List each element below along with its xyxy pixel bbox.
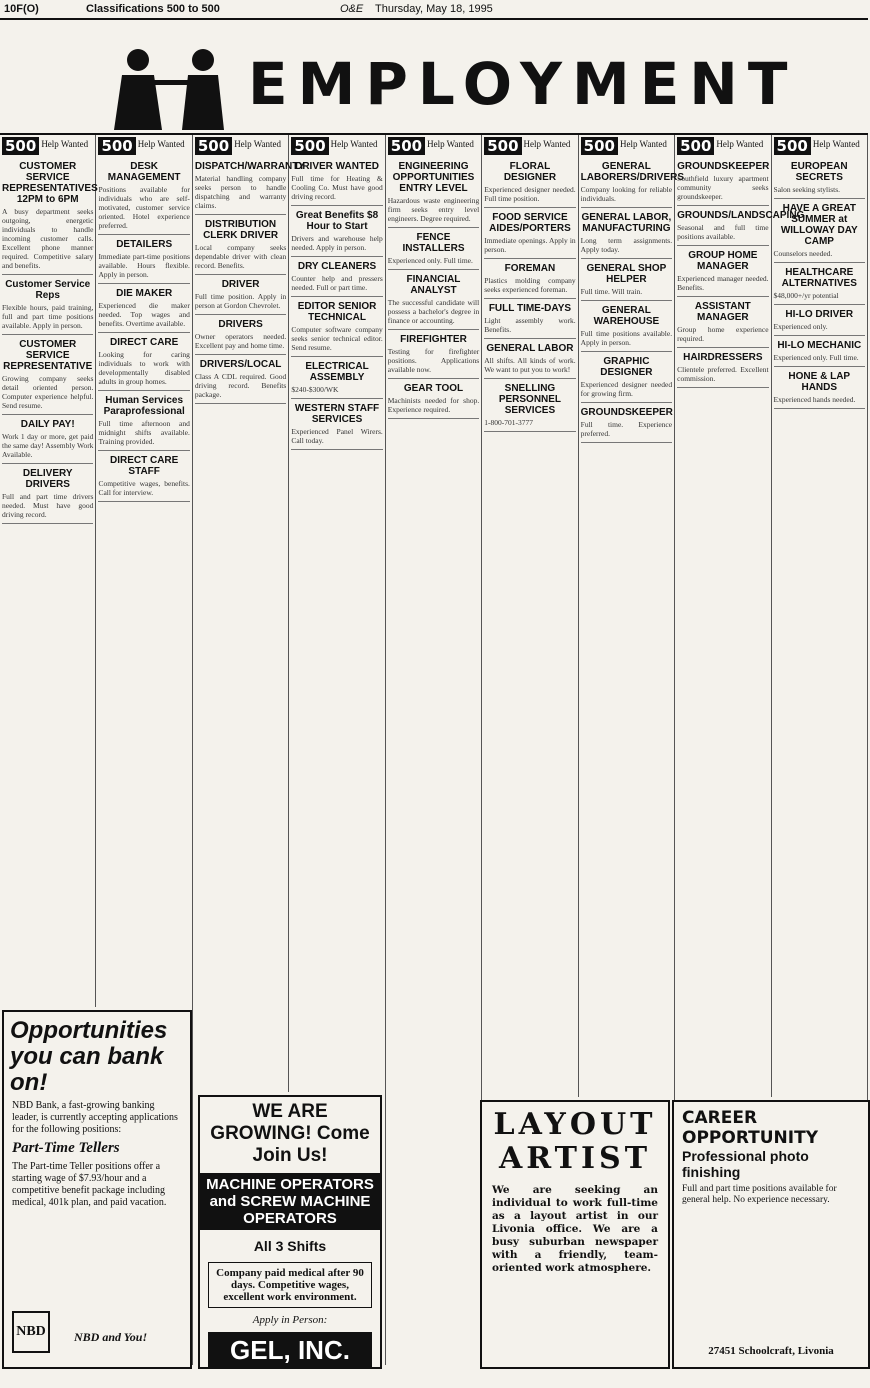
ad-title: GEAR TOOL: [403, 383, 464, 394]
ad-text: A busy department seeks outgoing, energetic individuals to handle incoming customer calls. Excellent phone manner required. Competitive salary and benefits.: [2, 207, 94, 270]
ad-text: Full time positions available. Apply in person.: [580, 329, 673, 347]
ad-title: HONE & LAP HANDS: [788, 371, 851, 393]
layout-title: LAYOUT ARTIST: [493, 1107, 657, 1176]
ad-text: Experienced hands needed.: [773, 395, 856, 404]
career-subtitle: Professional photo finishing: [682, 1148, 809, 1180]
ad-text: Class A CDL required. Good driving record. Benefits package.: [194, 372, 287, 399]
ad-text: Experienced die maker needed. Top wages and benefits. Overtime available.: [98, 301, 190, 328]
ad-title: HAIRDRESSERS: [683, 352, 763, 363]
ad-text: Immediate openings. Apply in person.: [484, 236, 576, 254]
nbd-body: The Part-time Teller positions offer a starting wage of $7.93/hour and a competitive benefit package including medical, 401k plan, and paid vacation.: [12, 1161, 167, 1208]
ad-title: DRIVERS: [218, 319, 263, 330]
ad-title: GENERAL SHOP HELPER: [586, 263, 667, 285]
ad-text: $48,000+/yr potential: [773, 291, 839, 300]
column-heading: [98, 137, 184, 155]
ad-text: Machinists needed for shop. Experience required.: [387, 396, 480, 414]
ad-divider: [484, 298, 575, 299]
ad-text: Drivers and warehouse help needed. Apply in person.: [291, 234, 383, 252]
ad-text: 1-800-701-3777: [484, 418, 533, 427]
column-heading: [2, 137, 88, 155]
ad-text: Testing for firefighter positions. Applications available now.: [387, 347, 480, 374]
ad-text: Experienced manager needed. Benefits.: [677, 274, 769, 292]
classification-label: Help Wanted: [234, 139, 282, 149]
ad-title: DETAILERS: [116, 239, 173, 250]
nbd-bank-ad: [2, 1010, 192, 1369]
banner-title: EMPLOYMENT: [248, 50, 798, 118]
ad-divider: [774, 198, 865, 199]
ad-divider: [388, 269, 479, 270]
ad-divider: [484, 338, 575, 339]
ad-text: Computer software company seeks senior technical editor. Send resume.: [291, 325, 383, 352]
ad-text: Immediate part-time positions available. Hours flexible. Apply in person.: [98, 252, 190, 279]
classification-number: 500: [774, 137, 811, 155]
ad-text: Seasonal and full time positions available.: [677, 223, 769, 241]
ad-text: Owner operators needed. Excellent pay and home time.: [194, 332, 287, 350]
ad-title: Great Benefits $8 Hour to Start: [295, 210, 379, 232]
ad-title: GENERAL WAREHOUSE: [593, 305, 660, 327]
ad-title: FOOD SERVICE AIDES/PORTERS: [489, 212, 571, 234]
ad-text: Counter help and pressers needed. Full or part time.: [291, 274, 383, 292]
ad-title: GROUP HOME MANAGER: [688, 250, 758, 272]
ad-divider: [2, 463, 93, 464]
column-heading: [291, 137, 377, 155]
ad-divider: [98, 450, 189, 451]
ad-title: GENERAL LABORERS/DRIVERS: [580, 161, 685, 183]
ad-text: All shifts. All kinds of work. We want to put you to work!: [484, 356, 576, 374]
ad-title: FOREMAN: [504, 263, 556, 274]
ad-divider: [774, 335, 865, 336]
ad-divider: [774, 304, 865, 305]
ad-text: The successful candidate will possess a bachelor's degree in finance or accounting.: [387, 298, 480, 325]
column-6: [482, 135, 578, 1097]
ad-text: Long term assignments. Apply today.: [580, 236, 673, 254]
publication-name: O&E: [340, 3, 364, 15]
people-icon: [108, 40, 238, 135]
ad-divider: [484, 258, 575, 259]
career-title: CAREER OPPORTUNITY: [682, 1108, 819, 1148]
gel-shifts: All 3 Shifts: [253, 1238, 327, 1254]
ad-divider: [2, 523, 93, 524]
ad-divider: [2, 414, 93, 415]
nbd-logo-icon: NBD: [12, 1311, 50, 1353]
ad-title: DRIVER: [221, 279, 260, 290]
ad-title: EDITOR SENIOR TECHNICAL: [297, 301, 377, 323]
ad-text: Company looking for reliable individuals.: [580, 185, 673, 203]
ad-text: Experienced only.: [773, 322, 828, 331]
column-3: [193, 135, 306, 1092]
classification-label: Help Wanted: [716, 139, 764, 149]
ad-text: Hazardous waste engineering firm seeks entry level engineers. Degree required.: [387, 196, 480, 223]
ad-title: EUROPEAN SECRETS: [790, 161, 848, 183]
ad-divider: [581, 351, 672, 352]
column-ads: [194, 157, 306, 1092]
ad-title: GROUNDSKEEPER: [677, 161, 770, 172]
nbd-footer: NBD and You!: [74, 1330, 148, 1344]
column-heading: [677, 137, 763, 155]
ad-title: WESTERN STAFF SERVICES: [294, 403, 380, 425]
column-ads: [388, 157, 479, 1365]
ad-divider: [195, 403, 286, 404]
classification-label: Help Wanted: [41, 139, 89, 149]
classifications-label: Classifications 500 to 500: [86, 3, 220, 15]
ad-text: Full time afternoon and midnight shifts available. Training provided.: [98, 419, 190, 446]
ad-text: Counselors needed.: [773, 249, 833, 258]
classification-number: 500: [98, 137, 135, 155]
ad-text: Local company seeks dependable driver with clean record. Benefits.: [194, 243, 287, 270]
column-ads: [2, 157, 98, 1007]
ad-divider: [291, 296, 382, 297]
ad-title: CUSTOMER SERVICE REPRESENTATIVE: [3, 339, 93, 372]
classification-number: 500: [677, 137, 714, 155]
ad-divider: [195, 214, 286, 215]
classification-number: 500: [581, 137, 618, 155]
ad-divider: [195, 354, 286, 355]
column-heading: [195, 137, 281, 155]
ad-divider: [484, 207, 575, 208]
ad-divider: [195, 314, 286, 315]
ad-divider: [388, 227, 479, 228]
ad-title: FLORAL DESIGNER: [503, 161, 557, 183]
ad-title: GENERAL LABOR: [486, 343, 574, 354]
ad-text: Group home experience required.: [677, 325, 769, 343]
ad-title: HI-LO DRIVER: [785, 309, 854, 320]
career-body: Full and part time positions available for general help. No experience necessary.: [682, 1184, 837, 1205]
column-heading: [581, 137, 667, 155]
ad-divider: [774, 262, 865, 263]
ad-title: GRAPHIC DESIGNER: [600, 356, 653, 378]
ad-title: FIREFIGHTER: [400, 334, 467, 345]
ad-text: Experienced designer needed. Full time position.: [484, 185, 576, 203]
nbd-intro: NBD Bank, a fast-growing banking leader, is currently accepting applications for the following positions:: [12, 1100, 178, 1135]
ad-title: FENCE INSTALLERS: [402, 232, 465, 254]
ad-title: DRIVERS/LOCAL: [199, 359, 282, 370]
layout-artist-ad: [480, 1100, 670, 1369]
column-heading: [484, 137, 570, 155]
ad-title: ENGINEERING OPPORTUNITIES ENTRY LEVEL: [392, 161, 475, 194]
page-header: [0, 0, 868, 18]
ad-title: Human Services Paraprofessional: [103, 395, 185, 417]
ad-title: HAVE A GREAT SUMMER at WILLOWAY DAY CAMP: [780, 203, 858, 247]
gel-benefits: Company paid medical after 90 days. Competitive wages, excellent work environment.: [208, 1262, 372, 1308]
ad-divider: [98, 283, 189, 284]
ad-title: HI-LO MECHANIC: [777, 340, 862, 351]
ad-divider: [291, 205, 382, 206]
ad-title: HEALTHCARE ALTERNATIVES: [781, 267, 857, 289]
ad-text: Southfield luxury apartment community seeks groundskeeper.: [677, 174, 769, 201]
ad-divider: [98, 234, 189, 235]
ad-title: GROUNDSKEEPER: [580, 407, 673, 418]
ad-divider: [677, 387, 768, 388]
ad-title: DAILY PAY!: [20, 419, 75, 430]
header-rule: [0, 18, 868, 20]
ad-text: Clientele preferred. Excellent commission.: [677, 365, 769, 383]
ad-text: Experienced only. Full time.: [773, 353, 859, 362]
ad-text: Positions available for individuals who are self-motivated, customer service oriented. Hotel experience preferred.: [98, 185, 190, 230]
ad-title: DIRECT CARE STAFF: [109, 455, 179, 477]
ad-title: ELECTRICAL ASSEMBLY: [305, 361, 369, 383]
ad-title: DESK MANAGEMENT: [107, 161, 181, 183]
ad-divider: [98, 332, 189, 333]
ad-divider: [2, 274, 93, 275]
classification-number: 500: [388, 137, 425, 155]
gel-company: GEL, INC.: [208, 1332, 372, 1369]
ad-text: Full and part time drivers needed. Must have good driving record.: [2, 492, 94, 519]
ad-text: Salon seeking stylists.: [773, 185, 841, 194]
ad-divider: [581, 300, 672, 301]
column-heading: [388, 137, 474, 155]
gel-inc-ad: [198, 1095, 382, 1369]
ad-text: Competitive wages, benefits. Call for interview.: [98, 479, 190, 497]
ad-divider: [774, 366, 865, 367]
ad-text: Material handling company seeks person to handle dispatching and warranty claims.: [194, 174, 287, 210]
ad-title: DIE MAKER: [116, 288, 173, 299]
layout-body: We are seeking an individual to work full-time as a layout artist in our Livonia office. We are a busy suburban newspaper with a friendly, team-oriented work atmosphere.: [492, 1184, 658, 1274]
career-address: 27451 Schoolcraft, Livonia: [708, 1345, 834, 1357]
issue-date: Thursday, May 18, 1995: [375, 3, 493, 15]
ad-text: Experienced Panel Wirers. Call today.: [291, 427, 383, 445]
ad-title: GROUNDS/LANDSCAPING: [677, 210, 805, 221]
ad-text: Experienced designer needed for growing firm.: [580, 380, 673, 398]
ad-title: DIRECT CARE: [109, 337, 179, 348]
nbd-headline: Opportunities you can bank on!: [10, 1017, 168, 1096]
ad-divider: [581, 442, 672, 443]
classification-label: Help Wanted: [523, 139, 571, 149]
ad-divider: [98, 501, 189, 502]
ad-title: Customer Service Reps: [5, 279, 91, 301]
ad-text: Full time. Experience preferred.: [580, 420, 673, 438]
ad-divider: [98, 390, 189, 391]
ad-divider: [677, 296, 768, 297]
ad-text: Flexible hours, paid training, full and part time positions available. Apply in person.: [2, 303, 94, 330]
ad-text: Full time position. Apply in person at Gordon Chevrolet.: [194, 292, 287, 310]
ad-title: FULL TIME-DAYS: [488, 303, 572, 314]
ad-divider: [2, 334, 93, 335]
ad-text: Plastics molding company seeks experienced foreman.: [484, 276, 576, 294]
ad-text: $240-$300/WK: [291, 385, 339, 394]
ad-divider: [484, 431, 575, 432]
ad-divider: [581, 258, 672, 259]
ad-text: Growing company seeks detail oriented person. Computer experience helpful. Send resume.: [2, 374, 94, 410]
classification-label: Help Wanted: [619, 139, 667, 149]
ad-text: Work 1 day or more, get paid the same day! Assembly Work Available.: [2, 432, 94, 459]
ad-text: Experienced only. Full time.: [387, 256, 473, 265]
column-5: [386, 135, 482, 1365]
classification-label: Help Wanted: [812, 139, 860, 149]
classification-label: Help Wanted: [427, 139, 474, 149]
ad-divider: [677, 245, 768, 246]
gel-headline: WE ARE GROWING! Come Join Us!: [210, 1101, 370, 1166]
career-opportunity-ad: [672, 1100, 870, 1369]
ad-divider: [581, 207, 672, 208]
ad-divider: [388, 418, 479, 419]
ad-text: Full time. Will train.: [580, 287, 643, 296]
classification-label: Help Wanted: [137, 139, 185, 149]
classification-number: 500: [195, 137, 232, 155]
gel-positions: MACHINE OPERATORS and SCREW MACHINE OPERATORS: [200, 1173, 380, 1230]
ad-text: Full time for Heating & Cooling Co. Must have good driving record.: [291, 174, 383, 201]
ad-divider: [291, 449, 382, 450]
ad-title: FINANCIAL ANALYST: [406, 274, 461, 296]
ad-text: Looking for caring individuals to work with developmentally disabled adults in group homes.: [98, 350, 190, 386]
nbd-subhead: Part-Time Tellers: [12, 1140, 120, 1156]
ad-title: DELIVERY DRIVERS: [22, 468, 73, 490]
ad-title: DISTRIBUTION CLERK DRIVER: [203, 219, 279, 241]
ad-title: CUSTOMER SERVICE REPRESENTATIVES 12PM to 6PM: [2, 161, 98, 205]
column-heading: [774, 137, 860, 155]
classification-number: 500: [291, 137, 328, 155]
ad-divider: [291, 398, 382, 399]
ad-title: DRIVER WANTED: [295, 161, 379, 172]
ad-divider: [388, 329, 479, 330]
column-1: [0, 135, 96, 1007]
ad-title: GENERAL LABOR, MANUFACTURING: [581, 212, 672, 234]
ad-title: ASSISTANT MANAGER: [694, 301, 751, 323]
ad-divider: [484, 378, 575, 379]
column-ads: [484, 157, 575, 1097]
ad-divider: [291, 356, 382, 357]
classification-label: Help Wanted: [330, 139, 378, 149]
classification-number: 500: [484, 137, 521, 155]
classification-number: 500: [2, 137, 39, 155]
ad-divider: [291, 256, 382, 257]
ad-divider: [677, 347, 768, 348]
ad-divider: [195, 274, 286, 275]
ad-divider: [388, 378, 479, 379]
ad-title: DISPATCH/WARRANTY: [194, 161, 306, 172]
ad-divider: [774, 408, 865, 409]
ad-text: Light assembly work. Benefits.: [484, 316, 576, 334]
ad-divider: [677, 205, 768, 206]
section-code: 10F(O): [4, 3, 39, 15]
ad-title: SNELLING PERSONNEL SERVICES: [498, 383, 562, 416]
gel-apply: Apply in Person:: [252, 1314, 328, 1326]
employment-banner: [108, 40, 868, 135]
ad-divider: [581, 402, 672, 403]
ad-title: DRY CLEANERS: [297, 261, 377, 272]
